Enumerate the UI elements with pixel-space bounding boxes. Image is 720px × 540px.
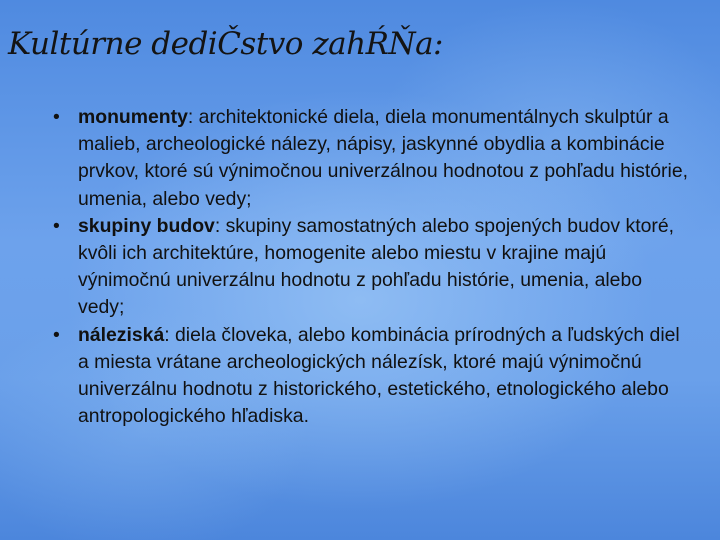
bullet-dot: • [53,214,60,237]
slide-title: Kultúrne dediČstvo zahŔŇa: [8,26,444,62]
bullet-term: náleziská [78,323,165,346]
bullet-item-skupiny-budov [50,213,690,322]
bullet-item-monumenty [50,104,690,213]
bullet-term: skupiny budov [78,214,215,237]
bullet-dot: • [53,106,60,128]
bullet-list [50,104,690,430]
bullet-text: : skupiny samostatných alebo spojených budov ktoré, kvôli ich architektúre, homogenite alebo miestu v krajine majú výnimočnú univerzálnu hodnotu z pohľadu histórie, umenia, alebo vedy; [78,214,675,319]
bullet-text: : architektonické diela, diela monumentálnych skulptúr a malieb, archeologické nálezy, nápisy, jaskynné obydlia a kombinácie prvkov, ktoré sú výnimočnou univerzálnou hodnotou z pohľadu histórie, umenia, alebo vedy; [78,106,688,210]
bullet-item-naleziska [50,322,690,431]
bullet-term: monumenty [78,106,188,128]
bullet-text: : diela človeka, alebo kombinácia prírodných a ľudských diel a miesta vrátane archeologických nálezísk, ktoré majú výnimočnú univerzálnu hodnotu z historického, estetického, etnologického alebo antropologického hľadiska. [78,323,680,428]
bullet-dot: • [53,323,60,346]
